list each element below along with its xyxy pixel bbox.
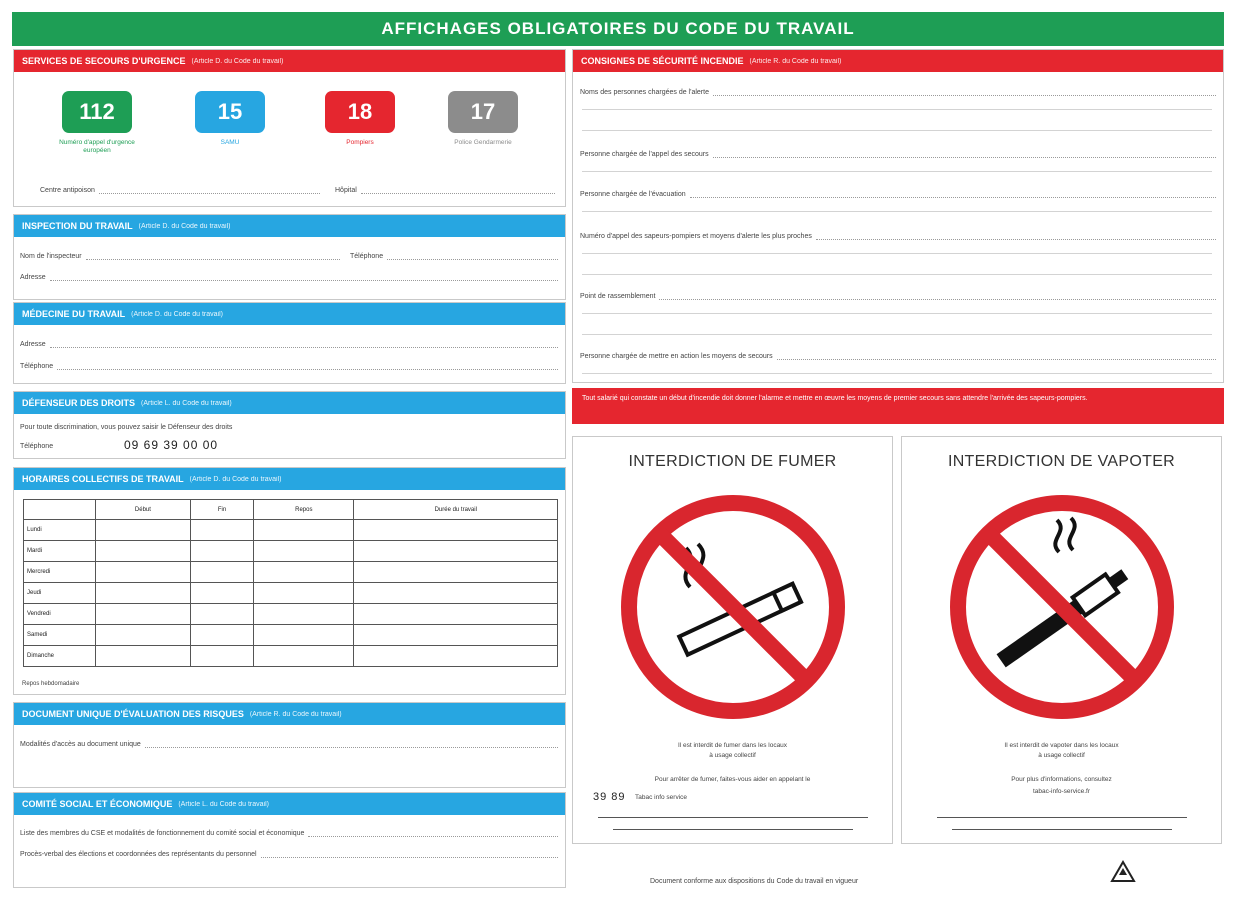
document-unique-ref: (Article R. du Code du travail) — [249, 710, 342, 718]
consigne-panel — [572, 49, 1224, 383]
medecine-header — [14, 303, 565, 325]
consigne-field-line — [713, 88, 1216, 96]
horaires-row — [24, 646, 558, 667]
medecine-tel-field[interactable]: Téléphone — [20, 362, 558, 370]
sign-vapoter-line2 — [952, 829, 1172, 830]
emergency-label-15: SAMU — [220, 139, 240, 146]
horaires-cell[interactable] — [354, 604, 558, 625]
defenseur-header — [14, 392, 565, 414]
sign-fumer-line1 — [598, 817, 868, 818]
consigne-field-line — [816, 232, 1216, 240]
horaires-row — [24, 520, 558, 541]
recycle-icon — [1110, 860, 1136, 884]
comite-ref: (Article L. du Code du travail) — [178, 800, 269, 808]
inspection-header — [14, 215, 565, 237]
horaires-col-header: Repos — [254, 500, 354, 520]
consigne-blank-line[interactable] — [582, 313, 1212, 314]
sign-fumer-phone: 39 89 — [593, 791, 626, 803]
horaires-day: Vendredi — [24, 604, 96, 625]
sign-vapoter-text4: tabac-info-service.fr — [1032, 788, 1091, 795]
horaires-cell[interactable] — [96, 583, 191, 604]
horaires-day: Mercredi — [24, 562, 96, 583]
urgence-title: SERVICES DE SECOURS D'URGENCE — [22, 56, 186, 66]
horaires-cell[interactable] — [254, 646, 354, 667]
horaires-cell[interactable] — [254, 562, 354, 583]
horaires-row — [24, 583, 558, 604]
emergency-number-112: 112 — [62, 91, 132, 133]
document-unique-header — [14, 703, 565, 725]
no-smoking-icon — [618, 492, 848, 722]
consigne-title: CONSIGNES DE SÉCURITÉ INCENDIE — [581, 56, 744, 66]
emergency-number-15: 15 — [195, 91, 265, 133]
inspection-adresse-field[interactable]: Adresse — [20, 273, 558, 281]
comite-field-2[interactable]: Procès-verbal des élections et coordonnées des représentants du personnel — [20, 850, 558, 858]
horaires-cell[interactable] — [190, 604, 253, 625]
inspection-tel-field[interactable]: Téléphone — [350, 252, 558, 260]
document-unique-field[interactable]: Modalités d'accès au document unique — [20, 740, 558, 748]
horaires-cell[interactable] — [254, 520, 354, 541]
urgence-ref: (Article D. du Code du travail) — [191, 57, 284, 65]
sign-fumer-line2 — [613, 829, 853, 830]
footer-text: Document conforme aux dispositions du Code du travail en vigueur — [650, 878, 859, 885]
consigne-blank-line[interactable] — [582, 130, 1212, 131]
page-banner: AFFICHAGES OBLIGATOIRES DU CODE DU TRAVAIL — [12, 12, 1224, 46]
sign-vapoter-text1: Il est interdit de vapoter dans les locaux — [1004, 742, 1119, 749]
consigne-field-6[interactable] — [580, 352, 1216, 360]
horaires-cell[interactable] — [254, 625, 354, 646]
consigne-blank-line[interactable] — [582, 171, 1212, 172]
horaires-cell[interactable] — [96, 604, 191, 625]
horaires-cell[interactable] — [254, 583, 354, 604]
horaires-row — [24, 541, 558, 562]
horaires-cell[interactable] — [96, 625, 191, 646]
horaires-cell[interactable] — [190, 541, 253, 562]
consigne-field-label: Numéro d'appel des sapeurs-pompiers et moyens d'alerte les plus proches — [580, 233, 812, 240]
sign-fumer-title: INTERDICTION DE FUMER — [628, 453, 837, 470]
consigne-field-label: Personne chargée de l'évacuation — [580, 191, 686, 198]
horaires-row — [24, 562, 558, 583]
comite-field-1[interactable]: Liste des membres du CSE et modalités de fonctionnement du comité social et économique — [20, 829, 558, 837]
sign-fumer-text2: à usage collectif — [709, 752, 756, 759]
hopital-field[interactable]: Hôpital — [335, 186, 555, 194]
medecine-title: MÉDECINE DU TRAVAIL — [22, 309, 126, 319]
consigne-ref: (Article R. du Code du travail) — [749, 57, 842, 65]
emergency-number-17: 17 — [448, 91, 518, 133]
consigne-blank-line[interactable] — [582, 334, 1212, 335]
horaires-row — [24, 625, 558, 646]
consigne-field-1[interactable] — [580, 88, 1216, 96]
document-unique-title: DOCUMENT UNIQUE D'ÉVALUATION DES RISQUES — [22, 709, 244, 719]
horaires-header — [14, 468, 565, 490]
consigne-field-label: Noms des personnes chargées de l'alerte — [580, 89, 709, 96]
horaires-day: Lundi — [24, 520, 96, 541]
horaires-cell[interactable] — [190, 646, 253, 667]
consigne-header — [573, 50, 1223, 72]
consigne-field-line — [659, 292, 1216, 300]
sign-interdiction-vapoter — [901, 436, 1222, 844]
consigne-field-line — [713, 150, 1216, 158]
consigne-field-label: Point de rassemblement — [580, 293, 656, 300]
horaires-cell[interactable] — [354, 541, 558, 562]
horaires-row — [24, 604, 558, 625]
emergency-label-17: Police Gendarmerie — [454, 139, 512, 146]
comite-panel — [13, 792, 566, 888]
consigne-blank-line[interactable] — [582, 274, 1212, 275]
sign-vapoter-title: INTERDICTION DE VAPOTER — [947, 453, 1176, 470]
horaires-cell[interactable] — [354, 562, 558, 583]
horaires-day: Mardi — [24, 541, 96, 562]
consigne-blank-line[interactable] — [582, 109, 1212, 110]
horaires-cell[interactable] — [96, 562, 191, 583]
emergency-label-18: Pompiers — [346, 139, 374, 146]
horaires-cell[interactable] — [96, 541, 191, 562]
horaires-cell[interactable] — [190, 520, 253, 541]
urgence-header — [14, 50, 565, 72]
sign-vapoter-text2: à usage collectif — [1038, 752, 1085, 759]
consigne-field-label: Personne chargée de l'appel des secours — [580, 151, 709, 158]
emergency-number-18: 18 — [325, 91, 395, 133]
horaires-cell[interactable] — [354, 646, 558, 667]
sign-fumer-text4: Tabac info service — [635, 794, 688, 801]
inspection-nom-field[interactable]: Nom de l'inspecteur — [20, 252, 340, 260]
medecine-adresse-field[interactable]: Adresse — [20, 340, 558, 348]
inspection-ref: (Article D. du Code du travail) — [138, 222, 231, 230]
sign-fumer-text1: Il est interdit de fumer dans les locaux — [677, 742, 788, 749]
horaires-title: HORAIRES COLLECTIFS DE TRAVAIL — [22, 474, 184, 484]
horaires-cell[interactable] — [190, 562, 253, 583]
horaires-cell[interactable] — [254, 604, 354, 625]
defenseur-ref: (Article L. du Code du travail) — [141, 399, 232, 407]
consigne-blank-line[interactable] — [582, 211, 1212, 212]
consigne-field-4[interactable] — [580, 232, 1216, 240]
defenseur-tel-label: Téléphone — [20, 443, 54, 450]
horaires-cell[interactable] — [354, 583, 558, 604]
horaires-footnote: Repos hebdomadaire — [22, 681, 80, 687]
consigne-field-label: Personne chargée de mettre en action les moyens de secours — [580, 353, 773, 360]
sign-vapoter-line1 — [937, 817, 1187, 818]
horaires-cell[interactable] — [190, 625, 253, 646]
consigne-blank-line[interactable] — [582, 373, 1212, 374]
horaires-cell[interactable] — [96, 520, 191, 541]
defenseur-title: DÉFENSEUR DES DROITS — [22, 398, 136, 408]
horaires-day: Dimanche — [24, 646, 96, 667]
defenseur-phone: 09 69 39 00 00 — [124, 438, 219, 452]
consigne-field-5[interactable] — [580, 292, 1216, 300]
horaires-col-header: Durée du travail — [354, 500, 558, 520]
consigne-field-2[interactable] — [580, 150, 1216, 158]
horaires-cell[interactable] — [354, 625, 558, 646]
no-vaping-icon — [947, 492, 1177, 722]
incendie-warning: Tout salarié qui constate un début d'incendie doit donner l'alarme et mettre en œuvre les moyens de premier secours sans attendre l'arrivée des sapeurs-pompiers. — [572, 388, 1224, 424]
consigne-blank-line[interactable] — [582, 253, 1212, 254]
horaires-cell[interactable] — [254, 541, 354, 562]
horaires-cell[interactable] — [190, 583, 253, 604]
horaires-header-row — [24, 500, 558, 520]
defenseur-text: Pour toute discrimination, vous pouvez saisir le Défenseur des droits — [20, 424, 233, 431]
horaires-col-header — [24, 500, 96, 520]
comite-header — [14, 793, 565, 815]
sign-fumer-text3: Pour arrêter de fumer, faites-vous aider en appelant le — [654, 776, 811, 783]
inspection-title: INSPECTION DU TRAVAIL — [22, 221, 133, 231]
horaires-table — [23, 499, 558, 667]
consigne-field-line — [777, 352, 1216, 360]
horaires-cell[interactable] — [96, 646, 191, 667]
sign-interdiction-fumer — [572, 436, 893, 844]
sign-vapoter-text3: Pour plus d'informations, consultez — [1011, 776, 1112, 783]
horaires-ref: (Article D. du Code du travail) — [189, 475, 282, 483]
horaires-col-header: Début — [96, 500, 191, 520]
horaires-cell[interactable] — [354, 520, 558, 541]
emergency-label-112: Numéro d'appel d'urgence européen — [59, 139, 135, 154]
centre-antipoison-field[interactable]: Centre antipoison — [40, 186, 320, 194]
consigne-field-3[interactable] — [580, 190, 1216, 198]
horaires-col-header: Fin — [190, 500, 253, 520]
horaires-day: Jeudi — [24, 583, 96, 604]
horaires-day: Samedi — [24, 625, 96, 646]
medecine-ref: (Article D. du Code du travail) — [131, 310, 223, 318]
consigne-field-line — [690, 190, 1216, 198]
comite-title: COMITÉ SOCIAL ET ÉCONOMIQUE — [22, 799, 173, 809]
